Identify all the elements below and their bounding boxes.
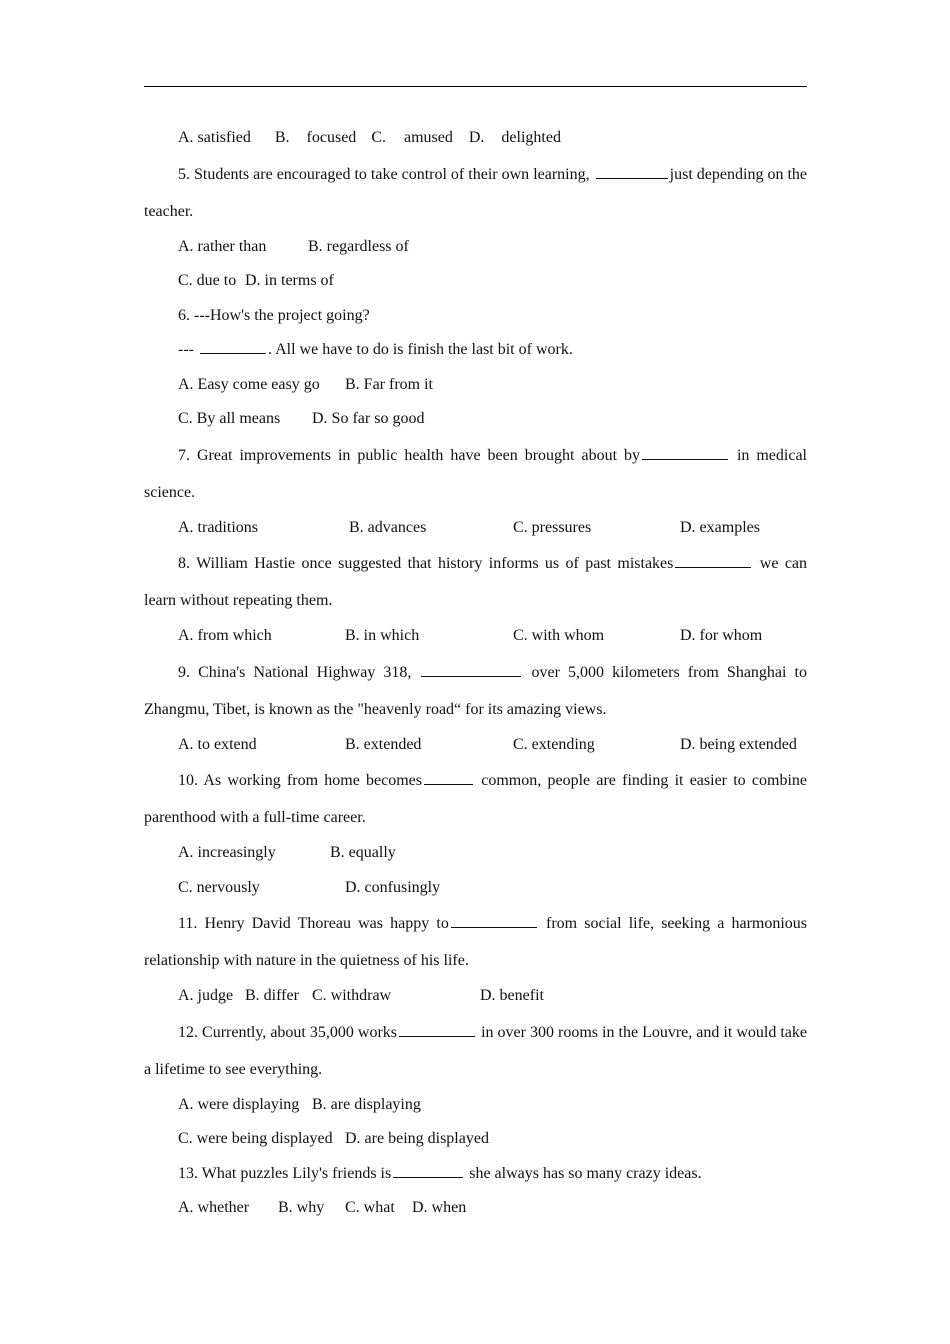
q5-text-after-blank: just depending on the teacher.	[144, 165, 808, 220]
q13-stem	[144, 1157, 807, 1192]
q5-option-a: A. rather than	[178, 237, 267, 255]
q10-answer-blank	[424, 766, 473, 785]
q5-answer-blank	[596, 160, 668, 179]
q4-option-c-letter: C.	[371, 129, 386, 146]
q8-text-after-blank: we can learn without repeating them.	[144, 555, 808, 609]
q4-option-b-word: focused	[306, 129, 357, 146]
q10-text-before-blank: 10. As working from home becomes	[178, 772, 423, 789]
q12-option-c: C. were being displayed	[178, 1130, 333, 1147]
q7-option-c: C. pressures	[513, 518, 592, 536]
q9-stem	[144, 654, 807, 728]
q8-stem	[144, 545, 807, 619]
q8-options	[144, 619, 807, 654]
q11-option-d: D. benefit	[480, 987, 544, 1004]
q4-option-d-letter: D.	[468, 129, 485, 146]
q6-option-c: C. By all means	[178, 410, 281, 427]
q4-option-d-word: delighted	[501, 129, 561, 146]
q6-options-row-1	[144, 368, 807, 403]
q6-answer-line	[144, 333, 807, 368]
q12-options-row-1	[144, 1088, 807, 1123]
q12-answer-blank	[399, 1018, 475, 1037]
q12-option-d: D. are being displayed	[345, 1130, 489, 1147]
q6-answer-dashes: ---	[178, 341, 194, 358]
q11-stem	[144, 905, 807, 979]
q6-answer-rest: . All we have to do is finish the last bit of work.	[267, 341, 573, 358]
q7-option-b: B. advances	[349, 518, 427, 536]
q4-option-b-letter: B.	[274, 129, 290, 146]
q10-option-b: B. equally	[330, 844, 396, 861]
q13-option-d: D. when	[412, 1199, 467, 1216]
q5-options-row-1	[144, 230, 807, 265]
q6-options-row-2	[144, 402, 807, 437]
q7-options	[144, 511, 807, 546]
q9-text-before-blank: 9. China's National Highway 318,	[178, 663, 412, 681]
q13-option-c: C. what	[345, 1199, 395, 1216]
q11-text-before-blank: 11. Henry David Thoreau was happy to	[178, 915, 449, 932]
q7-text-after-blank: in medical science.	[144, 446, 808, 501]
q9-option-c: C. extending	[513, 735, 595, 753]
q9-options	[144, 728, 807, 763]
q13-text-after-blank: she always has so many crazy ideas.	[469, 1164, 702, 1182]
q8-option-a: A. from which	[178, 627, 272, 644]
q13-option-b: B. why	[278, 1199, 325, 1216]
q7-answer-blank	[642, 441, 728, 460]
exam-page-content	[144, 121, 807, 1226]
q12-option-a: A. were displaying	[178, 1095, 300, 1113]
q5-option-c: C. due to	[178, 272, 237, 289]
q6-question: 6. ---How's the project going?	[178, 306, 370, 324]
q4-option-a: A. satisfied	[178, 129, 251, 146]
q8-option-b: B. in which	[345, 627, 420, 644]
q5-option-d: D. in terms of	[245, 272, 334, 289]
q13-text-before-blank: 13. What puzzles Lily's friends is	[178, 1164, 392, 1182]
q13-answer-blank	[393, 1159, 463, 1178]
q5-options-row-2	[144, 264, 807, 299]
q9-option-b: B. extended	[345, 735, 422, 753]
q7-option-d: D. examples	[680, 518, 760, 536]
q9-option-d: D. being extended	[680, 735, 797, 753]
q6-answer-blank	[200, 335, 266, 354]
q5-text-before-blank: 5. Students are encouraged to take control of their own learning,	[178, 165, 590, 183]
q10-stem	[144, 762, 807, 836]
q12-option-b: B. are displaying	[312, 1095, 421, 1113]
q10-text-after-blank: common, people are finding it easier to combine parenthood with a full-time career.	[144, 772, 807, 826]
q12-text-after-blank: in over 300 rooms in the Louvre, and it would take a lifetime to see everything.	[144, 1023, 808, 1078]
q10-options-row-2	[144, 871, 807, 906]
q12-options-row-2	[144, 1122, 807, 1157]
q6-option-a: A. Easy come easy go	[178, 375, 320, 393]
q11-answer-blank	[451, 909, 537, 928]
q5-option-b: B. regardless of	[308, 237, 409, 255]
q6-option-d: D. So far so good	[312, 410, 425, 427]
q8-text-before-blank: 8. William Hastie once suggested that history informs us of past mistakes	[178, 555, 674, 572]
q12-text-before-blank: 12. Currently, about 35,000 works	[178, 1023, 398, 1041]
q10-options-row-1	[144, 836, 807, 871]
q13-options	[144, 1191, 807, 1226]
q9-text-after-blank: over 5,000 kilometers from Shanghai to Zhangmu, Tibet, is known as the "heavenly road“ for its amazing views.	[144, 663, 807, 718]
q9-answer-blank	[421, 658, 521, 677]
q4-options	[144, 121, 807, 156]
header-rule	[144, 86, 807, 87]
q11-option-b: B. differ	[245, 987, 299, 1004]
q7-text-before-blank: 7. Great improvements in public health have been brought about by	[178, 446, 640, 464]
q12-stem	[144, 1014, 807, 1088]
q8-option-c: C. with whom	[513, 627, 605, 644]
q10-option-a: A. increasingly	[178, 844, 276, 861]
q7-option-a: A. traditions	[178, 518, 258, 536]
q10-option-d: D. confusingly	[345, 878, 441, 896]
q9-option-a: A. to extend	[178, 735, 257, 753]
q11-option-a: A. judge	[178, 987, 234, 1004]
q6-option-b: B. Far from it	[345, 375, 433, 393]
q8-option-d: D. for whom	[680, 627, 763, 644]
q13-option-a: A. whether	[178, 1199, 250, 1216]
q8-answer-blank	[675, 549, 751, 568]
q11-option-c: C. withdraw	[312, 987, 392, 1004]
q11-options	[144, 979, 807, 1014]
q4-option-c-word: amused	[403, 129, 453, 146]
q7-stem	[144, 437, 807, 511]
q5-stem	[144, 156, 807, 230]
q11-text-after-blank: from social life, seeking a harmonious relationship with nature in the quietness of his life.	[144, 915, 808, 969]
q10-option-c: C. nervously	[178, 878, 260, 896]
